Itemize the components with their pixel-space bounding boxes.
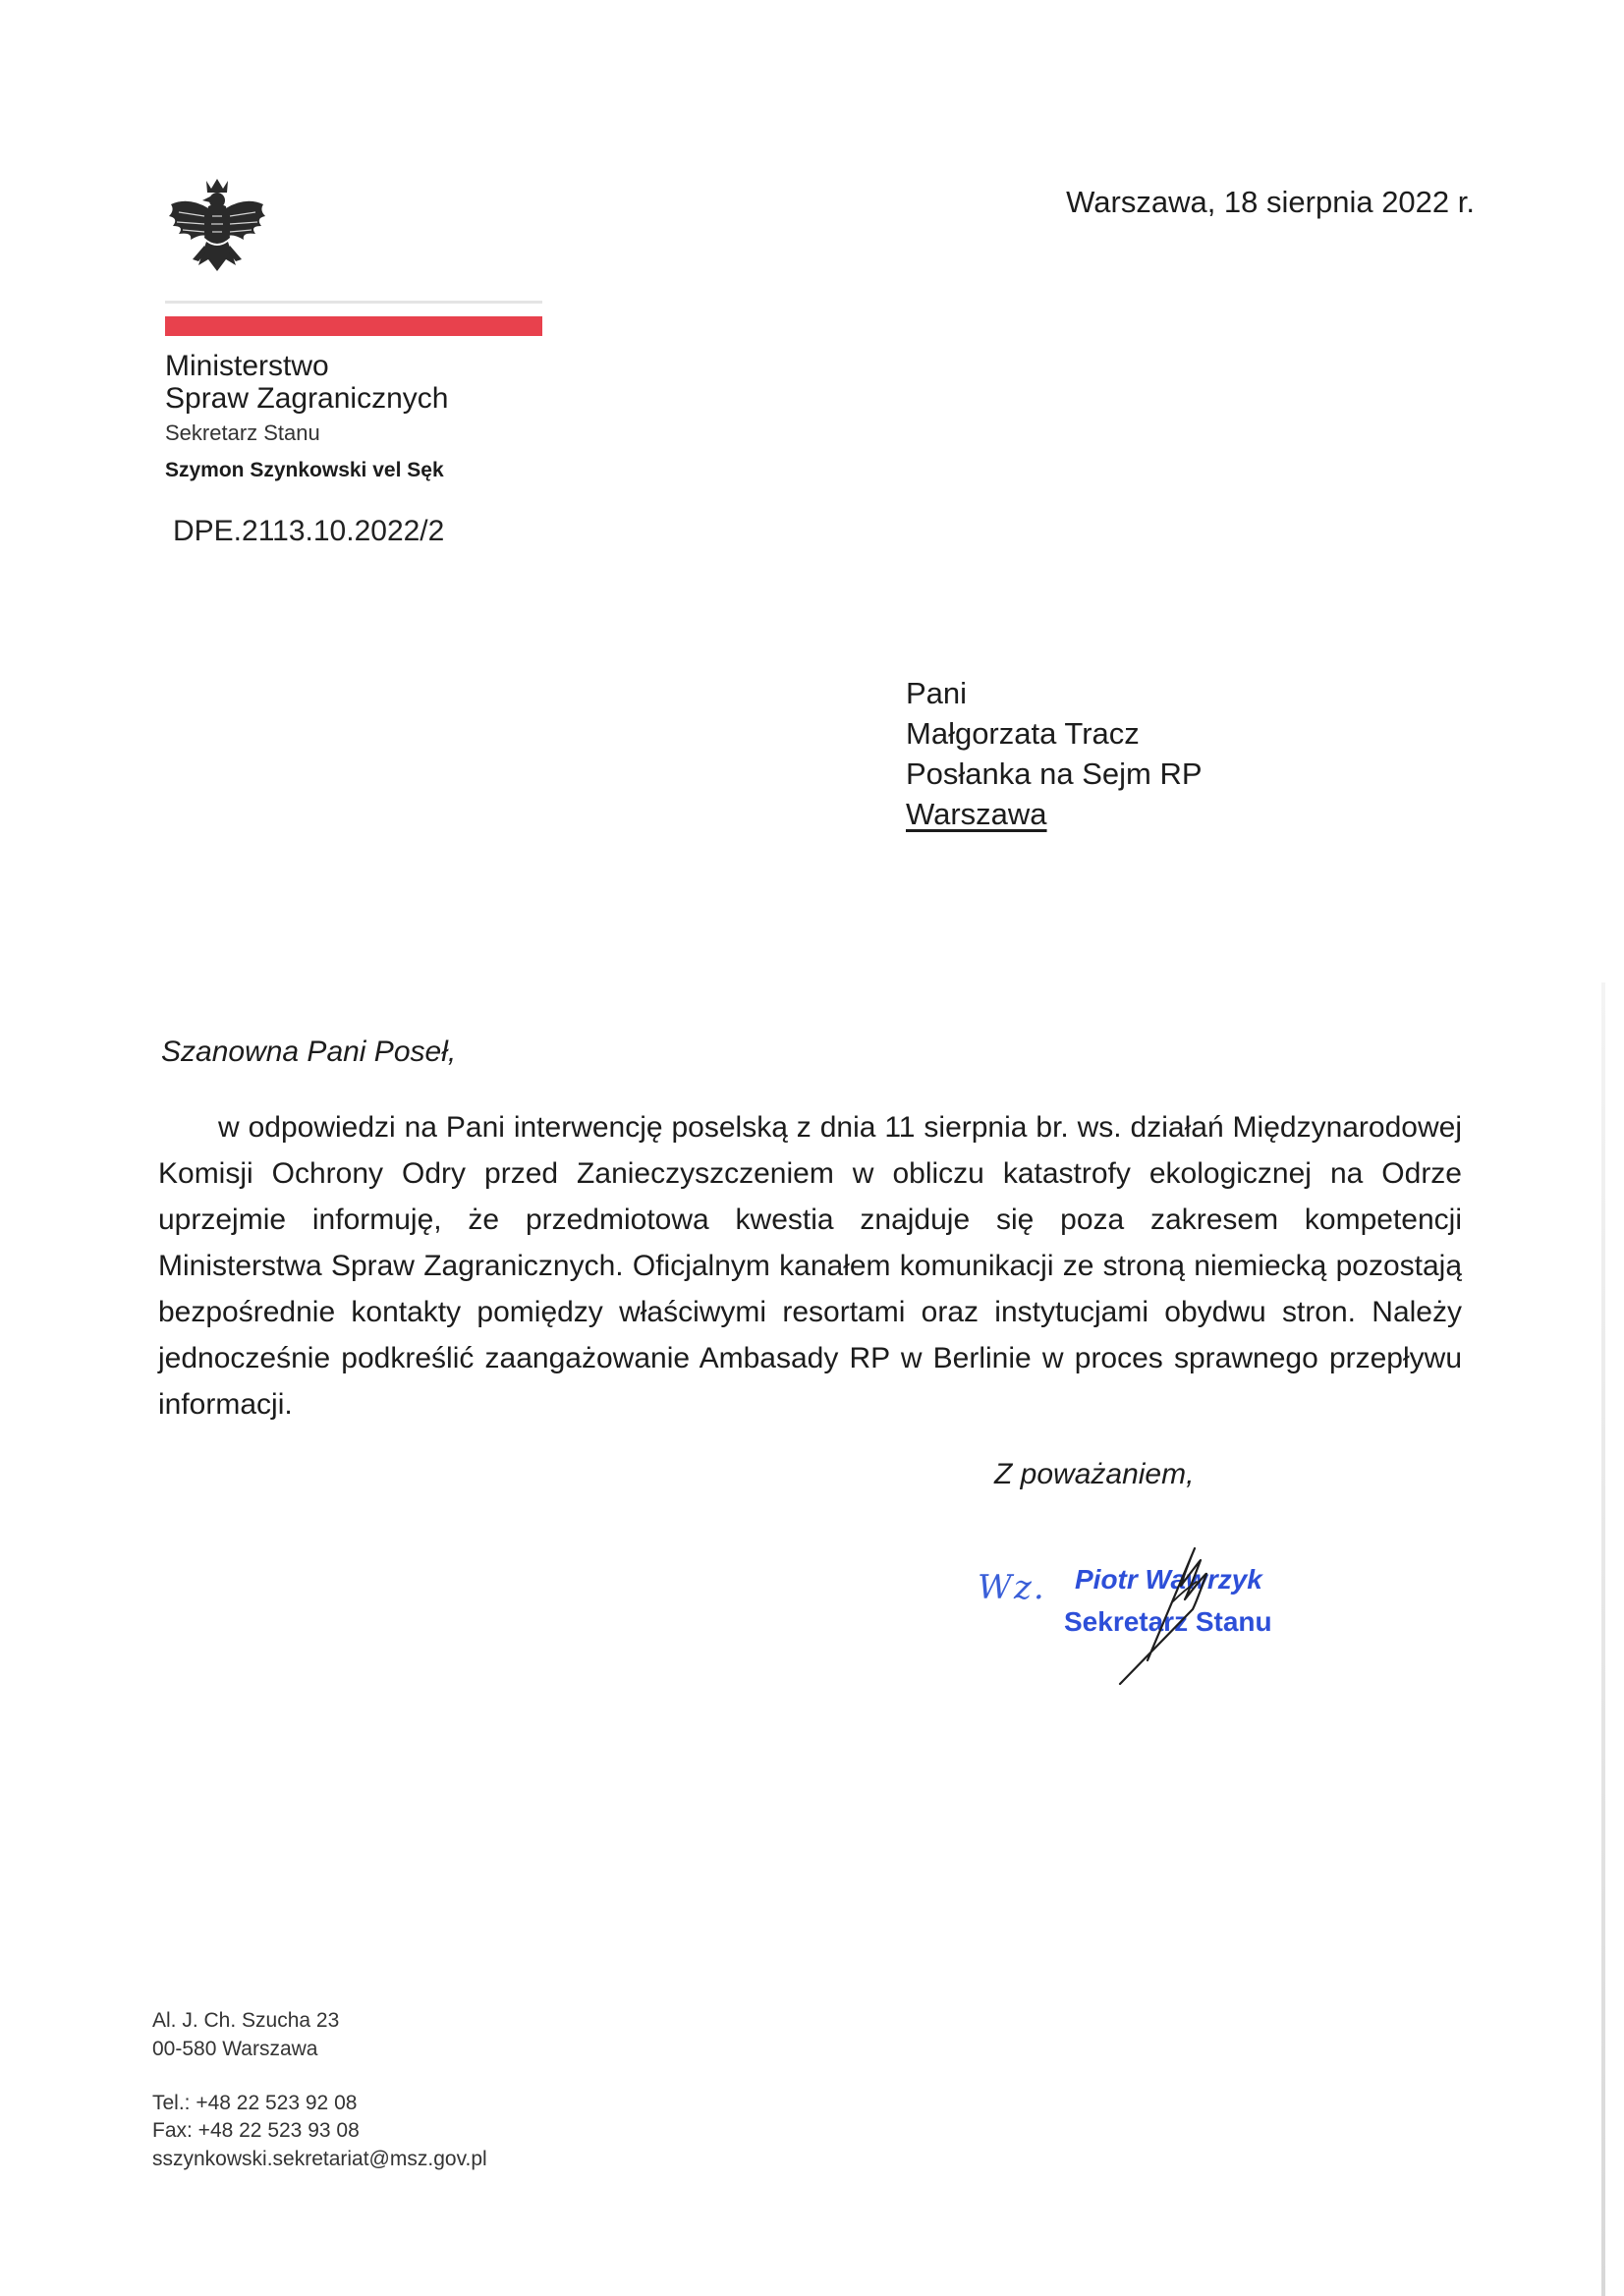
signature-stamp-name: Piotr Wawrzyk [1075,1564,1262,1595]
footer-fax: Fax: +48 22 523 93 08 [152,2119,360,2142]
letter-body: w odpowiedzi na Pani interwencję poselską z dnia 11 sierpnia br. ws. działań Międzynarodowej Komisji Ochrony Odry przed Zanieczyszczeniem w obliczu katastrofy ekologicznej na Odrze uprzejmie informuję, że przedmiotowa kwestia znajduje się poza zakresem kompetencji Ministerstwa Spraw Zagranicznych. Oficjalnym kanałem komunikacji ze stroną niemiecką pozostają bezpośrednie kontakty pomiędzy właściwymi resortami oraz instytucjami obydwu stron. Należy jednocześnie podkreślić zaangażowanie Ambasady RP w Berlinie w proces sprawnego przepływu informacji. [158,1111,1462,1421]
handwritten-signature [1091,1542,1248,1685]
polish-eagle-emblem-icon [165,177,269,287]
reference-number: DPE.2113.10.2022/2 [173,515,445,547]
ministry-name-line2: Spraw Zagranicznych [165,382,449,415]
footer-address-street: Al. J. Ch. Szucha 23 [152,2009,340,2032]
footer-phone: Tel.: +48 22 523 92 08 [152,2092,358,2114]
flag-stripe-red [165,316,542,336]
secretary-name: Szymon Szynkowski vel Sęk [165,459,444,481]
footer-address-city: 00-580 Warszawa [152,2038,318,2060]
letter-date: Warszawa, 18 sierpnia 2022 r. [1066,185,1475,219]
addressee-city: Warszawa [906,797,1047,831]
flag-stripe-white [165,301,542,304]
signature-stamp-role: Sekretarz Stanu [1064,1606,1272,1637]
ministry-name-line1: Ministerstwo [165,350,329,382]
scan-edge-shadow [1601,982,1605,2296]
addressee-position: Posłanka na Sejm RP [906,756,1203,791]
footer-email[interactable]: sszynkowski.sekretariat@msz.gov.pl [152,2148,487,2170]
addressee-title: Pani [906,676,968,710]
secretary-role: Sekretarz Stanu [165,420,320,445]
closing: Z poważaniem, [994,1458,1195,1490]
addressee-name: Małgorzata Tracz [906,716,1140,751]
handwritten-prefix: Wz. [978,1568,1046,1607]
salutation: Szanowna Pani Poseł, [161,1036,457,1068]
